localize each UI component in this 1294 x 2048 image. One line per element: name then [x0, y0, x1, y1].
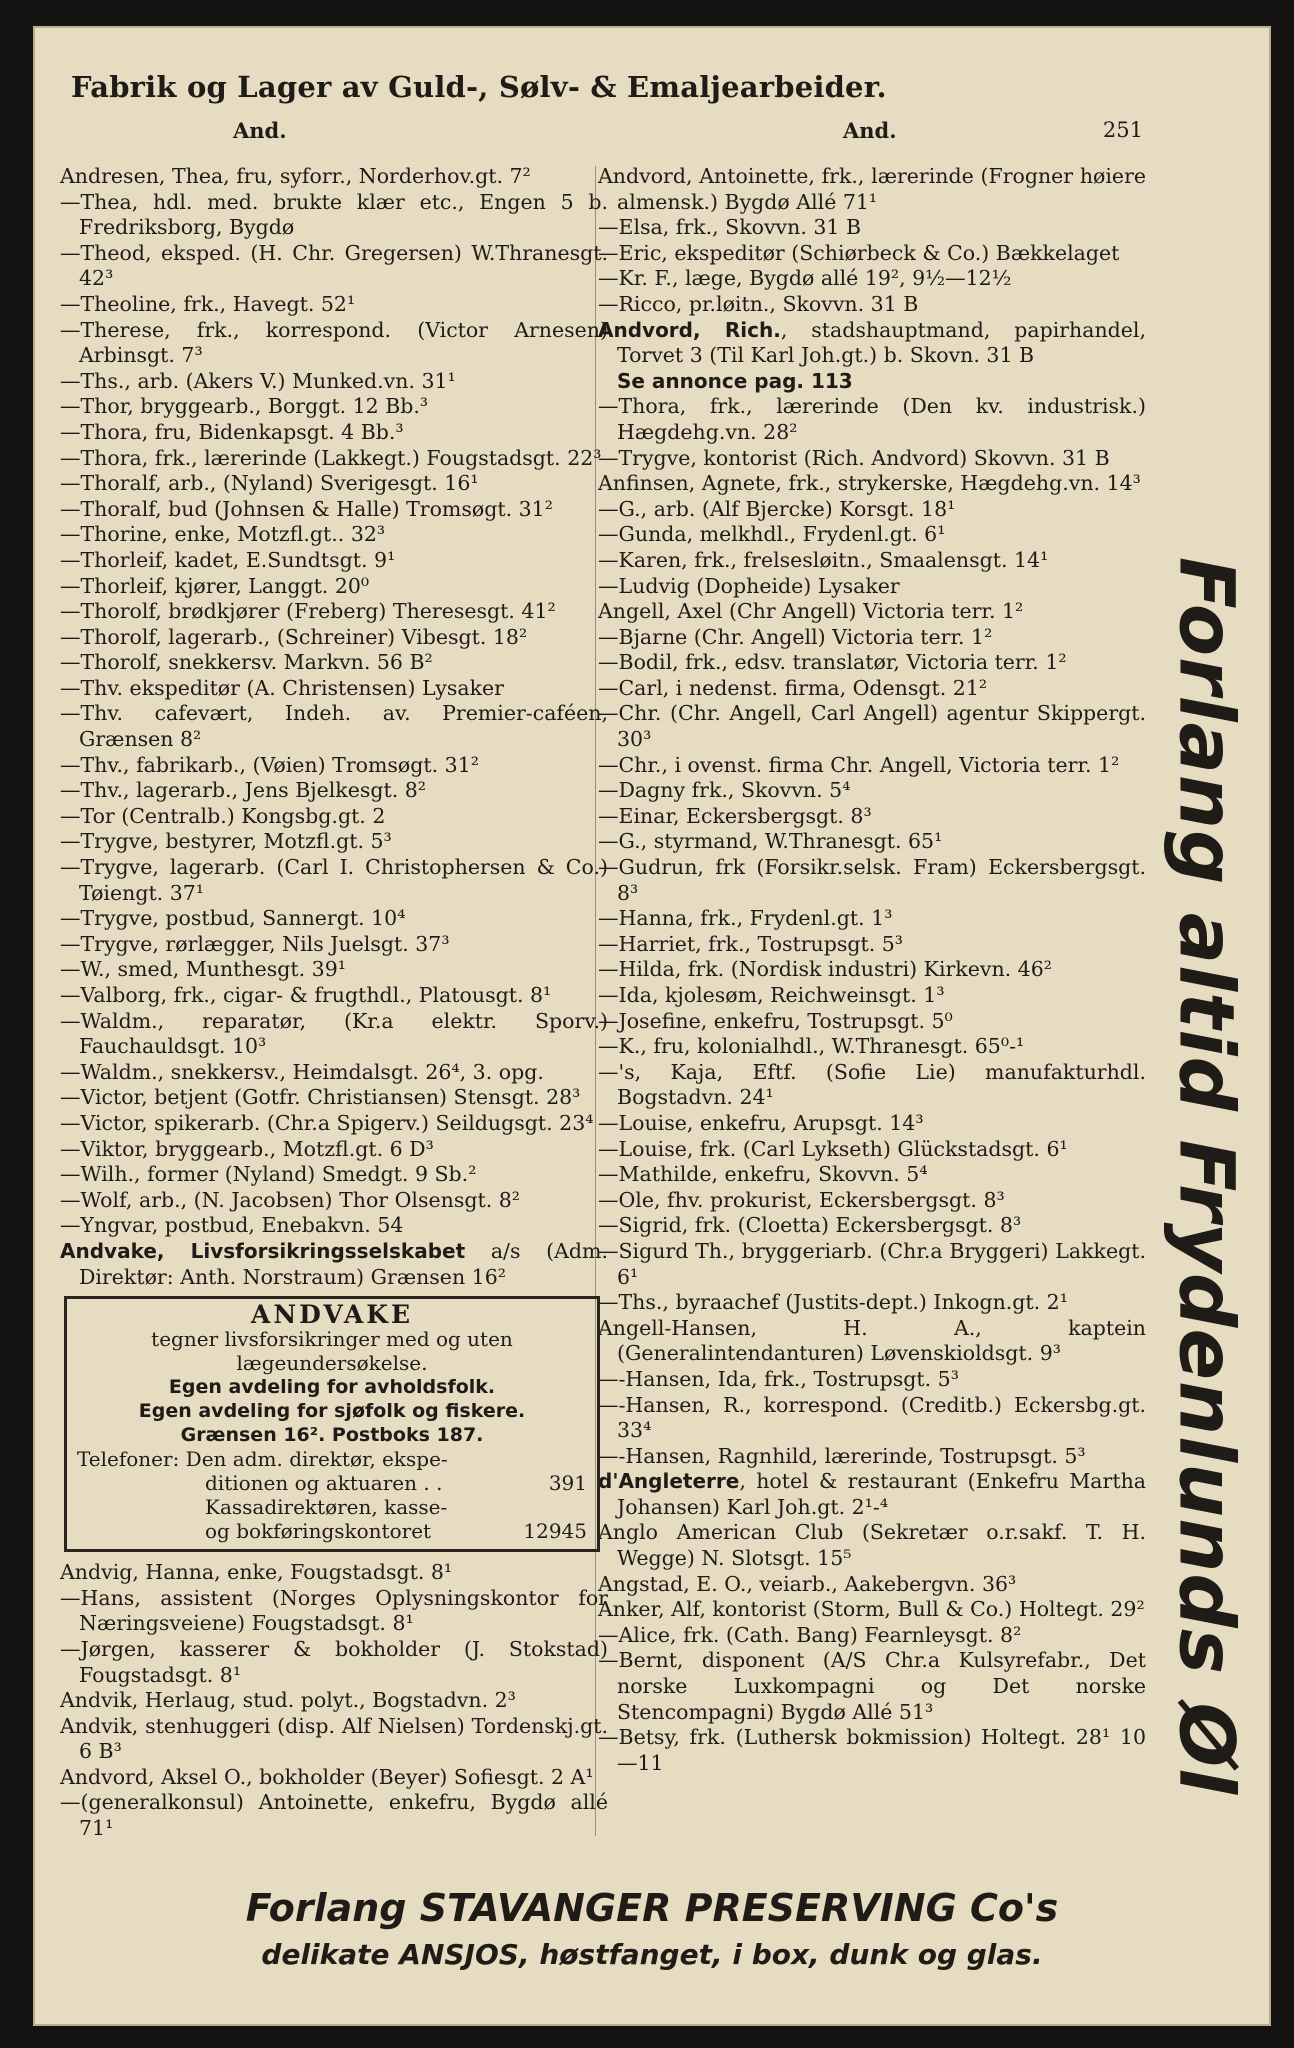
directory-entry: —Thor, bryggearb., Borggt. 12 Bb.³: [60, 394, 429, 419]
column-head-left: And.: [233, 118, 287, 143]
directory-entry: —Viktor, bryggearb., Motzfl.gt. 6 D³: [60, 1136, 434, 1161]
directory-entry: —-Hansen, R., korrespond. (Creditb.) Eckersbg.gt. 33⁴: [598, 1392, 1146, 1443]
directory-entry: —K., fru, kolonialhdl., W.Thranesgt. 65⁰-¹: [598, 1034, 1025, 1059]
right-entry-list-b: [598, 394, 1146, 1469]
directory-entry: Anker, Alf, kontorist (Storm, Bull & Co.) Holtegt. 29²: [598, 1597, 1145, 1622]
directory-entry: —Thorine, enke, Motzfl.gt.. 32³: [60, 522, 386, 547]
directory-entry: —Karen, frk., frelsesløitn., Smaalensgt. 14¹: [598, 547, 1049, 572]
ad-line-3: Egen avdeling for sjøfolk og fiskere.: [138, 1400, 526, 1423]
vertical-ad-text: Forlang altid Frydenlunds Øl: [1162, 556, 1252, 1796]
directory-entry: —G., arb. (Alf Bjercke) Korsgt. 18¹: [598, 496, 956, 521]
directory-entry: —Eric, ekspeditør (Schiørbeck & Co.) Bækkelaget: [598, 240, 1120, 265]
directory-entry: —Trygve, bestyrer, Motzfl.gt. 5³: [60, 829, 392, 854]
directory-entry: —Chr. (Chr. Angell, Carl Angell) agentur Skippergt. 30³: [598, 701, 1146, 752]
directory-entry: —Thoralf, bud (Johnsen & Halle) Tromsøgt. 31²: [60, 496, 553, 521]
directory-entry: Andvord, Aksel O., bokholder (Beyer) Sofiesgt. 2 A¹: [60, 1764, 594, 1789]
directory-entry: —Josefine, enkefru, Tostrupsgt. 5⁰: [598, 1008, 953, 1033]
directory-entry: Andvig, Hanna, enke, Fougstadsgt. 8¹: [60, 1560, 453, 1585]
ad-line-1: tegner livsforsikringer med og uten lægeundersøkelse.: [151, 1327, 513, 1376]
directory-entry: —Therese, frk., korrespond. (Victor Arnesen) Arbinsgt. 7³: [60, 317, 608, 368]
directory-entry: Angell, Axel (Chr Angell) Victoria terr. 1²: [598, 599, 1024, 624]
directory-entry: —-Hansen, Ida, frk., Tostrupsgt. 5³: [598, 1366, 959, 1391]
directory-entry: —Waldm., reparatør, (Kr.a elektr. Sporv.) Fauchauldsgt. 10³: [60, 1008, 608, 1059]
directory-entry: Anfinsen, Agnete, frk., strykerske, Hægdehg.vn. 14³: [598, 471, 1141, 496]
directory-entry: —Einar, Eckersbergsgt. 8³: [598, 803, 872, 828]
directory-entry: —Alice, frk. (Cath. Bang) Fearnleysgt. 8²: [598, 1622, 1022, 1647]
directory-entry: Anglo American Club (Sekretær o.r.sakf. T. H. Wegge) N. Slotsgt. 15⁵: [598, 1520, 1146, 1571]
directory-entry: —Trygve, postbud, Sannergt. 10⁴: [60, 906, 406, 931]
directory-entry: —Thoralf, arb., (Nyland) Sverigesgt. 16¹: [60, 471, 479, 496]
directory-entry: —Ths., byraachef (Justits-dept.) Inkogn.gt. 2¹: [598, 1290, 1068, 1315]
ad-tel2-label: Kassadirektøren, kasse-: [205, 1495, 448, 1520]
footer-ad-line-1: Forlang STAVANGER PRESERVING Co's: [245, 1886, 1059, 1930]
directory-entry: —Thorolf, lagerarb., (Schreiner) Vibesgt. 18²: [60, 624, 528, 649]
directory-page: [33, 26, 1271, 2026]
directory-entry: —Thea, hdl. med. brukte klær etc., Engen 5 b. Fredriksborg, Bygdø: [60, 189, 608, 240]
directory-entry: —Kr. F., læge, Bygdø allé 19², 9½—12½: [598, 266, 1012, 291]
directory-entry: —Trygve, rørlægger, Nils Juelsgt. 37³: [60, 931, 450, 956]
rich-andvord-detail: , stadshauptmand, papirhandel, Torvet 3 (Til Karl Joh.gt.) b. Skovn. 31 B: [617, 317, 1146, 368]
directory-entry: Andvik, stenhuggeri (disp. Alf Nielsen) Tordenskj.gt. 6 B³: [60, 1713, 608, 1764]
ad-telephone-row-2a: [77, 1495, 587, 1519]
directory-entry: —Ida, kjolesøm, Reichweinsgt. 1³: [598, 983, 945, 1007]
directory-entry: —Harriet, frk., Tostrupsgt. 5³: [598, 931, 903, 956]
directory-entry: —Carl, i nedenst. firma, Odensgt. 21²: [598, 675, 988, 700]
directory-entry: Angstad, E. O., veiarb., Aakebergvn. 36³: [598, 1571, 1017, 1596]
directory-entry: —Ricco, pr.løitn., Skovvn. 31 B: [598, 291, 919, 316]
directory-entry: —Chr., i ovenst. firma Chr. Angell, Victoria terr. 1²: [598, 752, 1120, 777]
directory-entry: —Betsy, frk. (Luthersk bokmission) Holtegt. 28¹ 10—11: [598, 1725, 1146, 1775]
directory-entry: —Ole, fhv. prokurist, Eckersbergsgt. 8³: [598, 1187, 1005, 1212]
ad-tel2-number: 12945: [523, 1519, 587, 1544]
andvake-entry-detail: a/s (Adm. Direktør: Anth. Norstraum) Grænsen 16²: [79, 1238, 608, 1289]
directory-entry: —Thv. ekspeditør (A. Christensen) Lysaker: [60, 675, 504, 700]
directory-entry: —Gunda, melkhdl., Frydenl.gt. 6¹: [598, 522, 946, 547]
directory-entry: —Thv., lagerarb., Jens Bjelkesgt. 8²: [60, 778, 427, 803]
directory-entry: —Thv., fabrikarb., (Vøien) Tromsøgt. 31²: [60, 752, 479, 777]
directory-entry: —Hilda, frk. (Nordisk industri) Kirkevn. 46²: [598, 957, 1052, 982]
directory-entry: —Tor (Centralb.) Kongsbg.gt. 2: [60, 803, 386, 828]
directory-entry: —Thora, frk., lærerinde (Den kv. industrisk.) Hægdehg.vn. 28²: [598, 394, 1146, 444]
directory-entry: —Sigurd Th., bryggeriarb. (Chr.a Bryggeri) Lakkegt. 6¹: [598, 1238, 1146, 1289]
angleterre-entry: [598, 1469, 1146, 1520]
directory-entry: —Valborg, frk., cigar- & frugthdl., Platousgt. 8¹: [60, 983, 552, 1007]
left-column: [60, 164, 608, 1842]
ad-telephone-label: Telefoner: Den adm. direktør, ekspe-: [77, 1447, 448, 1472]
directory-entry: —'s, Kaja, Eftf. (Sofie Lie) manufakturhdl. Bogstadvn. 24¹: [598, 1059, 1146, 1110]
directory-entry: —Mathilde, enkefru, Skovvn. 5⁴: [598, 1162, 928, 1187]
right-column: [598, 164, 1146, 1776]
ad-telephone-row-1: [77, 1471, 587, 1495]
ad-tel2-text: og bokføringskontoret: [205, 1519, 432, 1544]
directory-entry: —Ludvig (Dopheide) Lysaker: [598, 573, 900, 598]
rich-andvord-annonce: Se annonce pag. 113: [617, 368, 853, 393]
ad-line-4: Grænsen 16². Postboks 187.: [180, 1424, 484, 1447]
directory-entry: Andvord, Antoinette, frk., lærerinde (Frogner høiere almensk.) Bygdø Allé 71¹: [598, 164, 1146, 214]
directory-entry: —Trygve, kontorist (Rich. Andvord) Skovvn. 31 B: [598, 445, 1110, 470]
angleterre-detail: , hotel & restaurant (Enkefru Martha Johansen) Karl Joh.gt. 2¹-⁴: [617, 1469, 1146, 1519]
directory-entry: —Elsa, frk., Skovvn. 31 B: [598, 215, 862, 240]
directory-entry: —G., styrmand, W.Thranesgt. 65¹: [598, 829, 943, 854]
andvake-ad-box: [64, 1296, 600, 1552]
directory-entry: —Yngvar, postbud, Enebakvn. 54: [60, 1213, 404, 1238]
vertical-advertisement: [1162, 496, 1252, 1856]
andvake-entry: [60, 1239, 608, 1290]
ad-tel1-text: ditionen og aktuaren . .: [205, 1471, 443, 1496]
directory-entry: —Thorolf, snekkersv. Markvn. 56 B²: [60, 650, 433, 675]
andvake-entry-name: Andvake, Livsforsikringsselskabet: [60, 1238, 466, 1263]
directory-entry: —Louise, enkefru, Arupsgt. 14³: [598, 1110, 924, 1135]
page-number: 251: [1102, 118, 1143, 142]
left-entry-list-after: [60, 1560, 608, 1842]
ad-line-2: Egen avdeling for avholdsfolk.: [168, 1376, 496, 1399]
directory-entry: —Bodil, frk., edsv. translatør, Victoria terr. 1²: [598, 650, 1067, 675]
directory-entry: —Bernt, disponent (A/S Chr.a Kulsyrefabr., Det norske Luxkompagni og Det norske Stencompagni) Bygdø Allé 51³: [598, 1648, 1146, 1724]
footer-ad-line-2: delikate ANSJOS, høstfanget, i box, dunk og glas.: [261, 1938, 1043, 1971]
directory-entry: —Louise, frk. (Carl Lykseth) Glückstadsgt. 6¹: [598, 1136, 1068, 1161]
right-entry-list-a: [598, 164, 1146, 318]
ad-tel1-number: 391: [548, 1471, 587, 1496]
directory-entry: —Theod, eksped. (H. Chr. Gregersen) W.Thranesgt. 42³: [60, 240, 608, 291]
left-entry-list: [60, 164, 608, 1239]
directory-entry: —Dagny frk., Skovvn. 5⁴: [598, 778, 851, 803]
directory-entry: —Sigrid, frk. (Cloetta) Eckersbergsgt. 8³: [598, 1213, 1022, 1238]
directory-entry: —Hanna, frk., Frydenl.gt. 1³: [598, 906, 893, 931]
right-entry-list-c: [598, 1520, 1146, 1776]
directory-entry: —Ths., arb. (Akers V.) Munked.vn. 31¹: [60, 368, 456, 393]
directory-entry: —Thorleif, kjører, Langgt. 20⁰: [60, 573, 370, 598]
directory-entry: —Theoline, frk., Havegt. 52¹: [60, 291, 356, 316]
angleterre-name: d'Angleterre: [598, 1469, 740, 1494]
directory-entry: Andresen, Thea, fru, syforr., Norderhov.gt. 7²: [60, 164, 531, 188]
directory-entry: Angell-Hansen, H. A., kaptein (Generalintendanturen) Løvenskioldsgt. 9³: [598, 1315, 1146, 1366]
directory-entry: —Thora, fru, Bidenkapsgt. 4 Bb.³: [60, 419, 404, 444]
ad-telephone-row-2: [77, 1519, 587, 1543]
directory-entry: —Thv. cafevært, Indeh. av. Premier-caféen, Grænsen 8²: [60, 701, 608, 752]
directory-entry: —Victor, betjent (Gotfr. Christiansen) Stensgt. 28³: [60, 1085, 581, 1110]
directory-entry: —(generalkonsul) Antoinette, enkefru, Bygdø allé 71¹: [60, 1790, 608, 1841]
rich-andvord-entry: [598, 318, 1146, 395]
directory-entry: —Victor, spikerarb. (Chr.a Spigerv.) Seildugsgt. 23⁴: [60, 1110, 594, 1135]
directory-entry: —Thorolf, brødkjører (Freberg) Theresesgt. 41²: [60, 599, 556, 624]
directory-entry: —Bjarne (Chr. Angell) Victoria terr. 1²: [598, 624, 993, 649]
ad-title: ANDVAKE: [250, 1300, 414, 1330]
directory-entry: —Thora, frk., lærerinde (Lakkegt.) Fougstadsgt. 22³: [60, 445, 602, 470]
page-header: Fabrik og Lager av Guld-, Sølv- & Emaljearbeider.: [71, 70, 887, 104]
directory-entry: —Trygve, lagerarb. (Carl I. Christophersen & Co.) Tøiengt. 37¹: [60, 855, 608, 905]
directory-entry: —Jørgen, kasserer & bokholder (J. Stokstad) Fougstadsgt. 8¹: [60, 1636, 608, 1687]
directory-entry: Andvik, Herlaug, stud. polyt., Bogstadvn. 2³: [60, 1688, 516, 1713]
directory-entry: —Hans, assistent (Norges Oplysningskontor for Næringsveiene) Fougstadsgt. 8¹: [60, 1585, 608, 1636]
rich-andvord-name: Andvord, Rich.: [598, 317, 781, 342]
directory-entry: —Thorleif, kadet, E.Sundtsgt. 9¹: [60, 547, 396, 572]
directory-entry: —-Hansen, Ragnhild, lærerinde, Tostrupsgt. 5³: [598, 1443, 1086, 1468]
directory-entry: —Wolf, arb., (N. Jacobsen) Thor Olsensgt. 8²: [60, 1187, 520, 1212]
directory-entry: —W., smed, Munthesgt. 39¹: [60, 957, 346, 982]
column-head-right: And.: [843, 118, 897, 143]
directory-entry: —Gudrun, frk (Forsikr.selsk. Fram) Eckersbergsgt. 8³: [598, 855, 1146, 905]
directory-entry: —Wilh., former (Nyland) Smedgt. 9 Sb.²: [60, 1162, 477, 1187]
directory-entry: —Waldm., snekkersv., Heimdalsgt. 26⁴, 3. opg.: [60, 1059, 544, 1084]
